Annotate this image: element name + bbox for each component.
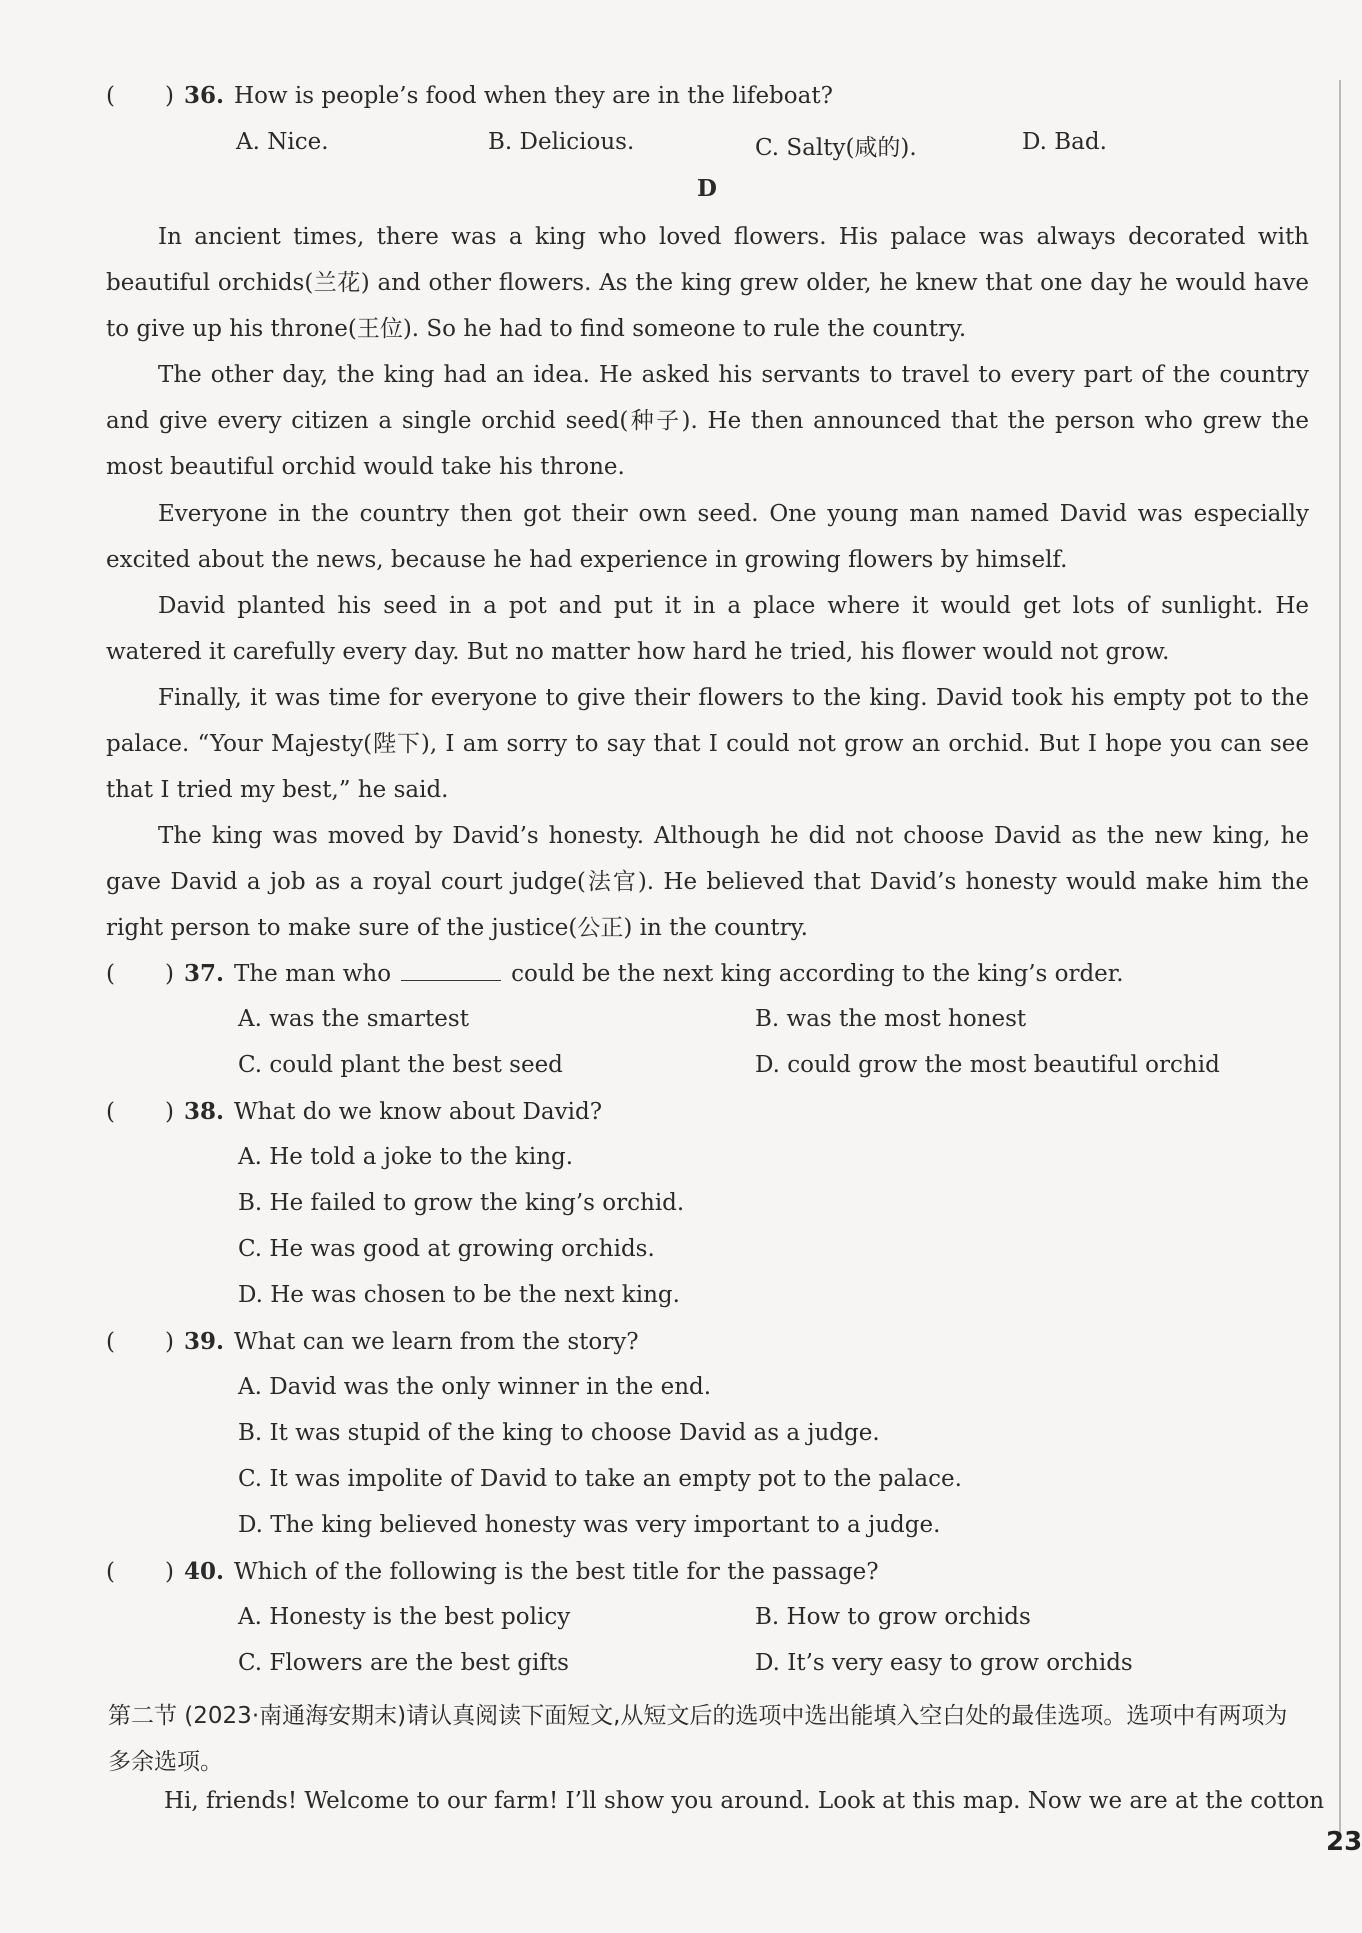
question-40 [106, 1558, 879, 1585]
option-b: B. How to grow orchids [755, 1604, 1031, 1630]
option-a: A. David was the only winner in the end. [238, 1374, 712, 1400]
option-c: C. Salty(咸的). [755, 135, 917, 161]
passage-paragraph: Finally, it was time for everyone to give their flowers to the king. David took his empty pot to the palace. “Your Majesty(陛下), I am sorry to say that I could not grow an orchid. But I hope you can see that I tried my best,” he said. [106, 685, 1309, 803]
option-a: A. was the smartest [238, 1006, 469, 1032]
fill-blank[interactable] [401, 960, 501, 981]
answer-bracket[interactable]: ( ) [106, 1329, 174, 1355]
passage-first-line: Hi, friends! Welcome to our farm! I’ll show you around. Look at this map. Now we are at the cotton [164, 1788, 1325, 1814]
option-d: D. He was chosen to be the next king. [238, 1282, 680, 1308]
option-a: A. He told a joke to the king. [238, 1144, 574, 1170]
question-text: How is people’s food when they are in the lifeboat? [234, 83, 833, 109]
passage-paragraph: David planted his seed in a pot and put it in a place where it would get lots of sunlight. He watered it carefully every day. But no matter how hard he tried, his flower would not grow. [106, 593, 1309, 665]
passage-paragraph: The other day, the king had an idea. He asked his servants to travel to every part of the country and give every citizen a single orchid seed(种子). He then announced that the person who grew the most beautiful orchid would take his throne. [106, 362, 1309, 480]
question-text: What can we learn from the story? [234, 1329, 639, 1355]
option-d: D. The king believed honesty was very important to a judge. [238, 1512, 941, 1538]
option-d: D. Bad. [1022, 129, 1107, 155]
question-number: 38. [184, 1098, 225, 1125]
passage-paragraph: The king was moved by David’s honesty. Although he did not choose David as the new king, he gave David a job as a royal court judge(法官). He believed that David’s honesty would make him the right person to make sure of the justice(公正) in the country. [106, 823, 1309, 941]
option-b: B. Delicious. [488, 129, 635, 155]
answer-bracket[interactable]: ( ) [106, 1559, 174, 1585]
answer-bracket[interactable]: ( ) [106, 1099, 174, 1125]
option-c: C. Flowers are the best gifts [238, 1650, 569, 1676]
option-b: B. was the most honest [755, 1006, 1027, 1032]
section-two-intro: 第二节 (2023·南通海安期末)请认真阅读下面短文,从短文后的选项中选出能填入空白处的最佳选项。选项中有两项为多余选项。 [108, 1703, 1288, 1775]
question-text: could be the next king according to the king’s order. [511, 961, 1124, 987]
question-number: 40. [184, 1558, 225, 1585]
passage-paragraph: In ancient times, there was a king who loved flowers. His palace was always decorated with beautiful orchids(兰花) and other flowers. As the king grew older, he knew that one day he would have to give up his throne(王位). So he had to find someone to rule the country. [106, 224, 1309, 342]
option-d: D. It’s very easy to grow orchids [755, 1650, 1133, 1676]
option-b: B. He failed to grow the king’s orchid. [238, 1190, 685, 1216]
question-number: 39. [184, 1328, 225, 1355]
answer-bracket[interactable]: ( ) [106, 83, 174, 109]
option-a: A. Honesty is the best policy [238, 1604, 571, 1630]
question-text: Which of the following is the best title for the passage? [234, 1559, 879, 1585]
page-number: 23 [1326, 1827, 1362, 1857]
question-37 [106, 960, 1124, 987]
answer-bracket[interactable]: ( ) [106, 961, 174, 987]
question-number: 37. [184, 960, 225, 987]
question-number: 36. [184, 82, 225, 109]
question-38 [106, 1098, 602, 1125]
option-d: D. could grow the most beautiful orchid [755, 1052, 1220, 1078]
question-text: The man who [234, 961, 392, 987]
option-c: C. It was impolite of David to take an empty pot to the palace. [238, 1466, 962, 1492]
question-text: What do we know about David? [234, 1099, 603, 1125]
option-c: C. could plant the best seed [238, 1052, 563, 1078]
option-a: A. Nice. [236, 129, 329, 155]
section-heading: D [697, 175, 717, 202]
question-39 [106, 1328, 639, 1355]
option-c: C. He was good at growing orchids. [238, 1236, 655, 1262]
margin-rule [1339, 80, 1341, 1840]
question-36 [106, 82, 833, 109]
passage-paragraph: Everyone in the country then got their own seed. One young man named David was especially excited about the news, because he had experience in growing flowers by himself. [106, 501, 1309, 573]
option-b: B. It was stupid of the king to choose David as a judge. [238, 1420, 880, 1446]
